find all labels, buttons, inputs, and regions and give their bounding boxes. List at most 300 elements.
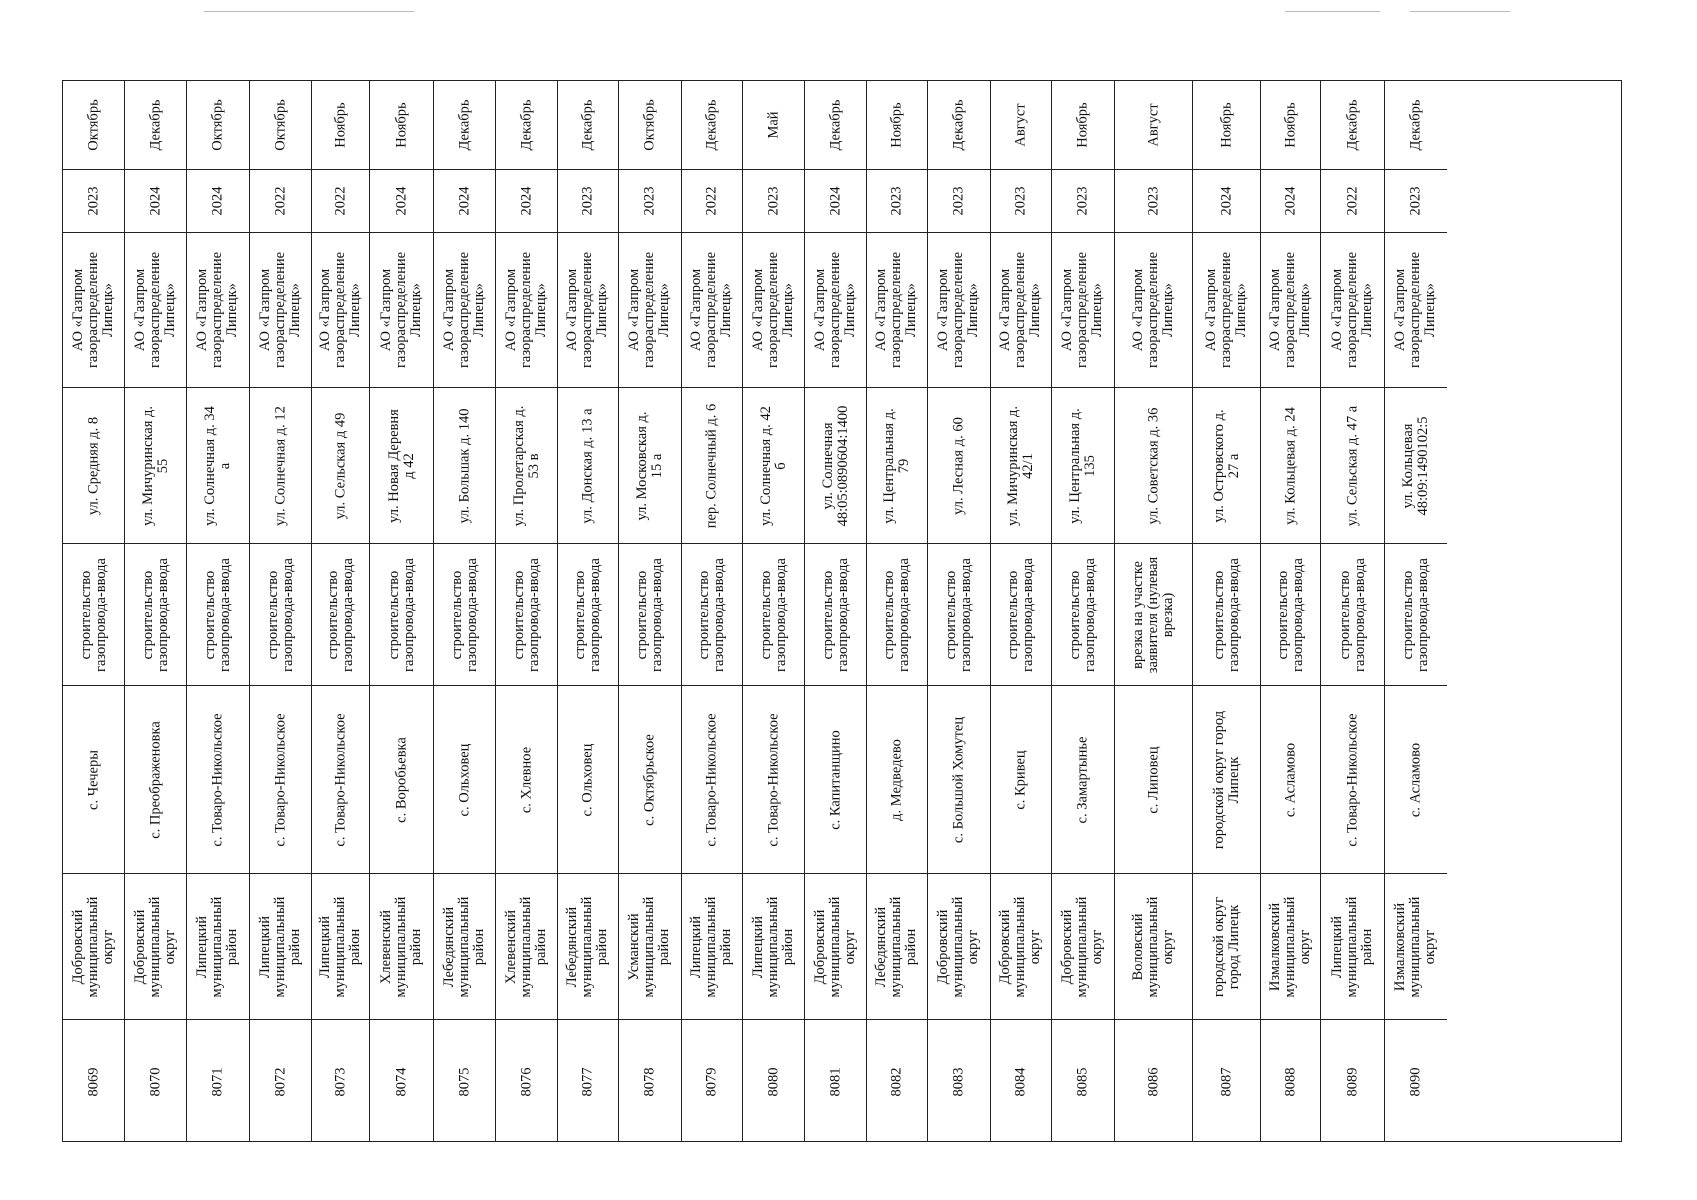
locality-cell-text: с. Замартынье <box>1074 736 1091 823</box>
locality-cell-text: с. Товаро-Никольское <box>764 712 781 847</box>
month-cell-text: Декабрь <box>1407 99 1424 151</box>
record-number-cell-text: 8073 <box>331 1067 348 1096</box>
year-cell-text: 2024 <box>209 186 226 216</box>
record-number-cell-text: 8087 <box>1217 1067 1234 1096</box>
locality-cell <box>125 686 186 874</box>
locality-cell-text: с. Большой Хомутец <box>950 716 967 843</box>
address-cell-text: ул. Островского д. 27 а <box>1210 408 1242 523</box>
address-cell <box>743 388 804 544</box>
record-number-cell-text: 8088 <box>1281 1067 1298 1096</box>
organization-cell <box>867 233 927 388</box>
locality-cell <box>682 686 742 874</box>
record-number-cell-text: 8077 <box>579 1067 596 1096</box>
month-cell-text: Ноябрь <box>1217 102 1234 148</box>
year-cell-text: 2023 <box>1144 186 1161 216</box>
month-cell-text: Декабрь <box>579 99 596 151</box>
locality-cell-text: с. Товаро-Никольское <box>271 712 288 847</box>
work-type-cell <box>619 544 681 686</box>
record-number-cell <box>928 1020 990 1143</box>
month-cell <box>434 81 495 170</box>
organization-cell-text: АО «Газпром газораспределение Липецк» <box>377 251 425 369</box>
record-number-cell <box>125 1020 186 1143</box>
address-cell-text: ул. Донская д. 13 а <box>579 407 596 524</box>
work-type-cell-text: строительство газопровода-ввода <box>757 557 789 672</box>
work-type-cell-text: строительство газопровода-ввода <box>448 557 480 672</box>
year-cell-text: 2024 <box>392 186 409 216</box>
work-type-cell <box>187 544 249 686</box>
work-type-cell <box>370 544 433 686</box>
address-cell-text: ул. Солнечная д. 12 <box>271 405 288 526</box>
address-cell-text: ул. Центральная д. 79 <box>880 407 912 524</box>
year-cell <box>370 170 433 233</box>
locality-cell-text: городской округ город Липецк <box>1210 710 1242 849</box>
table-row <box>682 81 743 1141</box>
work-type-cell <box>1115 544 1192 686</box>
scan-artifact-line <box>1410 11 1510 12</box>
work-type-cell <box>1261 544 1320 686</box>
district-cell-text: Измалковский муниципальный округ <box>1266 896 1314 997</box>
work-type-cell <box>682 544 742 686</box>
address-cell-text: ул. Сельская д 49 <box>331 412 348 519</box>
month-cell <box>1261 81 1320 170</box>
record-number-cell <box>434 1020 495 1143</box>
district-cell <box>434 874 495 1020</box>
address-cell <box>1193 388 1260 544</box>
locality-cell <box>928 686 990 874</box>
work-type-cell <box>312 544 369 686</box>
organization-cell-text: АО «Газпром газораспределение Липецк» <box>811 251 859 369</box>
district-cell <box>312 874 369 1020</box>
district-cell-text: Хлевенский муниципальный район <box>377 896 425 997</box>
district-cell-text: Усманский муниципальный район <box>626 896 673 997</box>
month-cell <box>558 81 618 170</box>
record-number-cell <box>1193 1020 1260 1143</box>
locality-cell-text: с. Воробьевка <box>392 736 409 823</box>
address-cell <box>125 388 186 544</box>
table-row <box>1115 81 1193 1141</box>
month-cell <box>743 81 804 170</box>
district-cell <box>125 874 186 1020</box>
month-cell <box>1193 81 1260 170</box>
organization-cell-text: АО «Газпром газораспределение Липецк» <box>935 251 982 369</box>
year-cell-text: 2023 <box>1074 186 1091 216</box>
locality-cell-text: с. Октябрьское <box>641 733 658 826</box>
district-cell <box>1193 874 1260 1020</box>
locality-cell <box>1115 686 1192 874</box>
table-row <box>250 81 312 1141</box>
organization-cell-text: АО «Газпром газораспределение Липецк» <box>1202 251 1250 369</box>
district-cell <box>928 874 990 1020</box>
organization-cell-text: АО «Газпром газораспределение Липецк» <box>316 251 364 369</box>
record-number-cell-text: 8071 <box>209 1067 226 1096</box>
year-cell-text: 2023 <box>888 186 905 216</box>
month-cell-text: Декабрь <box>703 99 720 151</box>
locality-cell-text: д. Медведево <box>888 738 905 821</box>
address-cell-text: ул. Солнечная д. 34 а <box>201 405 233 526</box>
record-number-cell <box>867 1020 927 1143</box>
district-cell <box>1385 874 1447 1020</box>
year-cell-text: 2023 <box>641 186 658 216</box>
district-cell-text: Лебедянский муниципальный район <box>564 896 611 997</box>
work-type-cell-text: строительство газопровода-ввода <box>77 557 109 672</box>
record-number-cell-text: 8084 <box>1012 1067 1029 1096</box>
organization-cell-text: АО «Газпром газораспределение Липецк» <box>1059 251 1106 369</box>
organization-cell-text: АО «Газпром газораспределение Липецк» <box>1266 251 1314 369</box>
locality-cell-text: с. Товаро-Никольское <box>1343 712 1360 847</box>
district-cell <box>867 874 927 1020</box>
address-cell-text: ул. Солнечная д. 42 б <box>757 405 789 526</box>
work-type-cell <box>496 544 557 686</box>
record-number-cell-text: 8086 <box>1144 1067 1161 1096</box>
month-cell <box>1385 81 1447 170</box>
year-cell-text: 2024 <box>1281 186 1298 216</box>
month-cell-text: Октябрь <box>209 99 226 151</box>
month-cell <box>312 81 369 170</box>
organization-cell <box>434 233 495 388</box>
scan-artifact-line <box>204 11 414 12</box>
address-cell <box>1261 388 1320 544</box>
work-type-cell-text: строительство газопровода-ввода <box>1066 557 1098 672</box>
district-cell <box>370 874 433 1020</box>
organization-cell-text: АО «Газпром газораспределение Липецк» <box>688 251 735 369</box>
month-cell-text: Август <box>1144 103 1161 147</box>
record-number-cell <box>496 1020 557 1143</box>
month-cell-text: Ноябрь <box>392 102 409 148</box>
year-cell-text: 2024 <box>517 186 534 216</box>
record-number-cell <box>63 1020 124 1143</box>
table-row <box>187 81 250 1141</box>
locality-cell <box>1052 686 1114 874</box>
year-cell <box>1193 170 1260 233</box>
locality-cell <box>434 686 495 874</box>
record-number-cell <box>1385 1020 1447 1143</box>
locality-cell <box>250 686 311 874</box>
address-cell-text: ул. Кольцевая 48:09:1490102:5 <box>1399 415 1431 516</box>
year-cell <box>743 170 804 233</box>
organization-cell-text: АО «Газпром газораспределение Липецк» <box>1129 251 1177 369</box>
district-cell-text: Липецкий муниципальный район <box>749 896 797 997</box>
work-type-cell-text: строительство газопровода-ввода <box>1399 557 1431 672</box>
year-cell-text: 2024 <box>826 186 843 216</box>
work-type-cell <box>558 544 618 686</box>
month-cell <box>991 81 1051 170</box>
year-cell-text: 2022 <box>331 186 348 216</box>
district-cell <box>743 874 804 1020</box>
table-row <box>1321 81 1385 1141</box>
record-number-cell-text: 8085 <box>1074 1067 1091 1096</box>
year-cell <box>682 170 742 233</box>
locality-cell <box>867 686 927 874</box>
record-number-cell <box>187 1020 249 1143</box>
year-cell-text: 2022 <box>703 186 720 216</box>
organization-cell <box>1193 233 1260 388</box>
district-cell <box>619 874 681 1020</box>
address-cell-text: ул. Пролетарская д. 53 в <box>510 405 542 526</box>
table-row <box>558 81 619 1141</box>
address-cell <box>682 388 742 544</box>
year-cell <box>619 170 681 233</box>
address-cell-text: ул. Новая Деревня д 42 <box>385 408 417 523</box>
organization-cell-text: АО «Газпром газораспределение Липецк» <box>749 251 797 369</box>
work-type-cell-text: строительство газопровода-ввода <box>139 557 171 672</box>
address-cell <box>496 388 557 544</box>
address-cell <box>928 388 990 544</box>
year-cell <box>250 170 311 233</box>
district-cell <box>187 874 249 1020</box>
year-cell <box>991 170 1051 233</box>
year-cell-text: 2022 <box>1343 186 1360 216</box>
locality-cell-text: с. Липовец <box>1144 745 1161 814</box>
table-row <box>496 81 558 1141</box>
address-cell <box>187 388 249 544</box>
organization-cell-text: АО «Газпром газораспределение Липецк» <box>131 251 179 369</box>
work-type-cell-text: строительство газопровода-ввода <box>571 557 603 672</box>
locality-cell <box>312 686 369 874</box>
locality-cell <box>991 686 1051 874</box>
record-number-cell-text: 8083 <box>950 1067 967 1096</box>
address-cell <box>370 388 433 544</box>
table-row <box>991 81 1052 1141</box>
work-type-cell <box>867 544 927 686</box>
month-cell <box>63 81 124 170</box>
organization-cell <box>1385 233 1447 388</box>
district-cell-text: Лебедянский муниципальный район <box>873 896 920 997</box>
work-type-cell <box>1193 544 1260 686</box>
month-cell-text: Август <box>1012 103 1029 147</box>
month-cell-text: Декабрь <box>950 99 967 151</box>
locality-cell <box>743 686 804 874</box>
district-cell-text: Добровский муниципальный округ <box>935 896 982 997</box>
work-type-cell <box>928 544 990 686</box>
record-number-cell <box>1052 1020 1114 1143</box>
work-type-cell-text: строительство газопровода-ввода <box>1210 557 1242 672</box>
month-cell <box>1115 81 1192 170</box>
record-number-cell-text: 8082 <box>888 1067 905 1096</box>
month-cell <box>1321 81 1384 170</box>
district-cell <box>496 874 557 1020</box>
record-number-cell-text: 8078 <box>641 1067 658 1096</box>
work-type-cell-text: строительство газопровода-ввода <box>1004 557 1036 672</box>
district-cell <box>805 874 866 1020</box>
work-type-cell <box>1321 544 1384 686</box>
year-cell-text: 2023 <box>1407 186 1424 216</box>
record-number-cell-text: 8070 <box>146 1067 163 1096</box>
record-number-cell <box>1321 1020 1384 1143</box>
year-cell-text: 2023 <box>1012 186 1029 216</box>
record-number-cell-text: 8074 <box>392 1067 409 1096</box>
year-cell <box>558 170 618 233</box>
year-cell <box>312 170 369 233</box>
record-number-cell <box>682 1020 742 1143</box>
locality-cell-text: с. Кривец <box>1012 749 1029 810</box>
address-cell <box>1321 388 1384 544</box>
year-cell <box>1385 170 1447 233</box>
month-cell-text: Декабрь <box>1343 99 1360 151</box>
year-cell-text: 2023 <box>84 186 101 216</box>
year-cell-text: 2023 <box>579 186 596 216</box>
table-row <box>434 81 496 1141</box>
organization-cell <box>496 233 557 388</box>
year-cell <box>1115 170 1192 233</box>
record-number-cell <box>619 1020 681 1143</box>
month-cell-text: Декабрь <box>146 99 163 151</box>
locality-cell <box>1385 686 1447 874</box>
address-cell-text: ул. Мичуринская д. 55 <box>139 405 171 526</box>
district-cell <box>1321 874 1384 1020</box>
month-cell-text: Ноябрь <box>331 102 348 148</box>
district-cell-text: Липецкий муниципальный район <box>316 896 364 997</box>
district-cell-text: Липецкий муниципальный район <box>1328 896 1376 997</box>
organization-cell <box>558 233 618 388</box>
organization-cell <box>991 233 1051 388</box>
organization-cell <box>1321 233 1384 388</box>
address-cell <box>1052 388 1114 544</box>
work-type-cell-text: строительство газопровода-ввода <box>385 557 417 672</box>
record-number-cell <box>805 1020 866 1143</box>
record-number-cell-text: 8079 <box>703 1067 720 1096</box>
organization-cell-text: АО «Газпром газораспределение Липецк» <box>873 251 920 369</box>
table-row <box>928 81 991 1141</box>
work-type-cell <box>1385 544 1447 686</box>
address-cell <box>312 388 369 544</box>
organization-cell-text: АО «Газпром газораспределение Липецк» <box>69 251 117 369</box>
organization-cell <box>250 233 311 388</box>
table-row <box>63 81 125 1141</box>
table-row <box>125 81 187 1141</box>
month-cell-text: Октябрь <box>641 99 658 151</box>
record-number-cell <box>370 1020 433 1143</box>
district-cell-text: Добровский муниципальный округ <box>811 896 859 997</box>
address-cell-text: пер. Солнечный д. 6 <box>703 403 720 528</box>
organization-cell <box>1052 233 1114 388</box>
district-cell-text: Липецкий муниципальный район <box>688 896 735 997</box>
record-number-cell-text: 8081 <box>826 1067 843 1096</box>
district-cell <box>1261 874 1320 1020</box>
month-cell <box>496 81 557 170</box>
work-type-cell-text: строительство газопровода-ввода <box>942 557 974 672</box>
month-cell-text: Ноябрь <box>888 102 905 148</box>
locality-cell-text: с. Чечеры <box>84 749 101 810</box>
address-cell <box>805 388 866 544</box>
work-type-cell <box>805 544 866 686</box>
work-type-cell-text: строительство газопровода-ввода <box>1336 557 1368 672</box>
address-cell <box>991 388 1051 544</box>
month-cell-text: Октябрь <box>84 99 101 151</box>
table-row <box>619 81 682 1141</box>
work-type-cell <box>1052 544 1114 686</box>
work-type-cell-text: строительство газопровода-ввода <box>633 557 665 672</box>
locality-cell <box>805 686 866 874</box>
month-cell <box>370 81 433 170</box>
month-cell-text: Октябрь <box>271 99 288 151</box>
address-cell-text: ул. Московская д. 15 а <box>633 411 665 520</box>
address-cell-text: ул. Лесная д. 60 <box>950 416 967 515</box>
address-cell-text: ул. Сельская д. 47 а <box>1343 405 1360 526</box>
locality-cell-text: с. Товаро-Никольское <box>209 712 226 847</box>
work-type-cell-text: строительство газопровода-ввода <box>1274 557 1306 672</box>
year-cell <box>1321 170 1384 233</box>
record-number-cell-text: 8080 <box>764 1067 781 1096</box>
year-cell-text: 2023 <box>950 186 967 216</box>
table-row <box>312 81 370 1141</box>
month-cell <box>619 81 681 170</box>
month-cell-text: Декабрь <box>455 99 472 151</box>
month-cell-text: Декабрь <box>517 99 534 151</box>
record-number-cell <box>1115 1020 1192 1143</box>
work-type-cell-text: строительство газопровода-ввода <box>695 557 727 672</box>
district-cell <box>991 874 1051 1020</box>
record-number-cell-text: 8069 <box>84 1067 101 1096</box>
work-type-cell <box>434 544 495 686</box>
district-cell-text: Хлевенский муниципальный район <box>502 896 550 997</box>
locality-cell-text: с. Хлевное <box>517 746 534 813</box>
record-number-cell <box>991 1020 1051 1143</box>
month-cell-text: Май <box>764 111 781 139</box>
month-cell <box>682 81 742 170</box>
organization-cell <box>370 233 433 388</box>
locality-cell <box>63 686 124 874</box>
work-type-cell-text: строительство газопровода-ввода <box>819 557 851 672</box>
organization-cell-text: АО «Газпром газораспределение Липецк» <box>1328 251 1376 369</box>
district-cell-text: Добровский муниципальный округ <box>997 896 1044 997</box>
address-cell-text: ул. Большак д. 140 <box>455 408 472 523</box>
month-cell <box>805 81 866 170</box>
record-number-cell <box>250 1020 311 1143</box>
year-cell <box>434 170 495 233</box>
month-cell <box>928 81 990 170</box>
year-cell-text: 2024 <box>1217 186 1234 216</box>
district-cell <box>558 874 618 1020</box>
locality-cell <box>1261 686 1320 874</box>
district-cell-text: Липецкий муниципальный район <box>194 896 241 997</box>
organization-cell-text: АО «Газпром газораспределение Липецк» <box>626 251 673 369</box>
month-cell-text: Декабрь <box>826 99 843 151</box>
organization-cell-text: АО «Газпром газораспределение Липецк» <box>502 251 550 369</box>
organization-cell <box>187 233 249 388</box>
address-cell <box>1385 388 1447 544</box>
year-cell <box>1052 170 1114 233</box>
year-cell-text: 2024 <box>146 186 163 216</box>
month-cell-text: Ноябрь <box>1281 102 1298 148</box>
district-cell <box>1052 874 1114 1020</box>
table-row <box>743 81 805 1141</box>
organization-cell <box>805 233 866 388</box>
record-number-cell <box>743 1020 804 1143</box>
organization-cell <box>1261 233 1320 388</box>
month-cell <box>867 81 927 170</box>
work-type-cell <box>991 544 1051 686</box>
work-type-cell <box>125 544 186 686</box>
organization-cell <box>1115 233 1192 388</box>
organization-cell-text: АО «Газпром газораспределение Липецк» <box>256 251 304 369</box>
organization-cell <box>928 233 990 388</box>
scan-artifact-line <box>1285 11 1380 12</box>
district-cell-text: городской округ город Липецк <box>1210 896 1242 997</box>
district-cell-text: Липецкий муниципальный район <box>256 896 304 997</box>
work-type-cell-text: строительство газопровода-ввода <box>201 557 233 672</box>
district-cell <box>63 874 124 1020</box>
month-cell <box>187 81 249 170</box>
district-cell-text: Измалковский муниципальный округ <box>1392 896 1439 997</box>
record-number-cell <box>312 1020 369 1143</box>
organization-cell-text: АО «Газпром газораспределение Липецк» <box>194 251 241 369</box>
organization-cell-text: АО «Газпром газораспределение Липецк» <box>564 251 611 369</box>
year-cell-text: 2022 <box>271 186 288 216</box>
organization-cell-text: АО «Газпром газораспределение Липецк» <box>1392 251 1439 369</box>
locality-cell <box>496 686 557 874</box>
year-cell-text: 2024 <box>455 186 472 216</box>
work-type-cell <box>63 544 124 686</box>
